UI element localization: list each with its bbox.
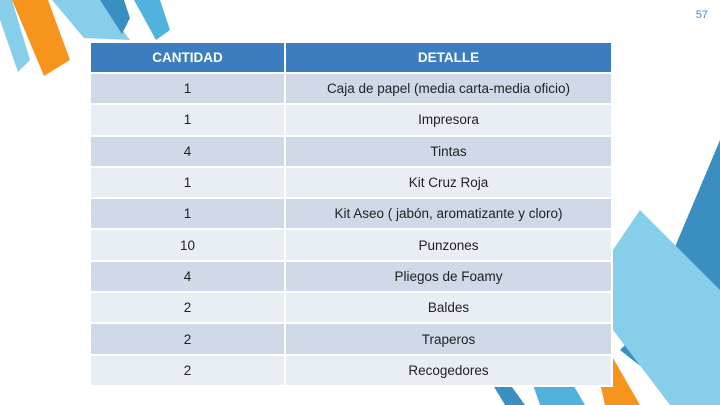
table-header-row: [90, 42, 612, 73]
table-row: [90, 323, 612, 354]
detail-cell: Tintas: [285, 136, 612, 167]
detail-cell: Pliegos de Foamy: [285, 261, 612, 292]
qty-cell: 2: [90, 323, 285, 354]
detail-cell: Kit Cruz Roja: [285, 167, 612, 198]
table-row: [90, 136, 612, 167]
header-cantidad: CANTIDAD: [90, 42, 285, 73]
table-row: [90, 355, 612, 386]
table-row: [90, 292, 612, 323]
table-row: [90, 229, 612, 260]
stripe-top-left-5: [134, 0, 170, 40]
qty-cell: 1: [90, 73, 285, 104]
qty-cell: 1: [90, 198, 285, 229]
detail-cell: Recogedores: [285, 355, 612, 386]
qty-cell: 2: [90, 292, 285, 323]
qty-cell: 4: [90, 261, 285, 292]
detail-cell: Baldes: [285, 292, 612, 323]
page-number: 57: [695, 9, 708, 21]
qty-cell: 10: [90, 229, 285, 260]
detail-cell: Traperos: [285, 323, 612, 354]
table-row: [90, 198, 612, 229]
qty-cell: 2: [90, 355, 285, 386]
qty-cell: 1: [90, 104, 285, 135]
qty-cell: 1: [90, 167, 285, 198]
detail-cell: Impresora: [285, 104, 612, 135]
table-row: [90, 104, 612, 135]
detail-cell: Kit Aseo ( jabón, aromatizante y cloro): [285, 198, 612, 229]
detail-cell: Punzones: [285, 229, 612, 260]
detail-cell: Caja de papel (media carta-media oficio): [285, 73, 612, 104]
table-row: [90, 73, 612, 104]
items-table: [89, 41, 613, 387]
table-row: [90, 261, 612, 292]
header-detalle: DETALLE: [285, 42, 612, 73]
table-row: [90, 167, 612, 198]
qty-cell: 4: [90, 136, 285, 167]
